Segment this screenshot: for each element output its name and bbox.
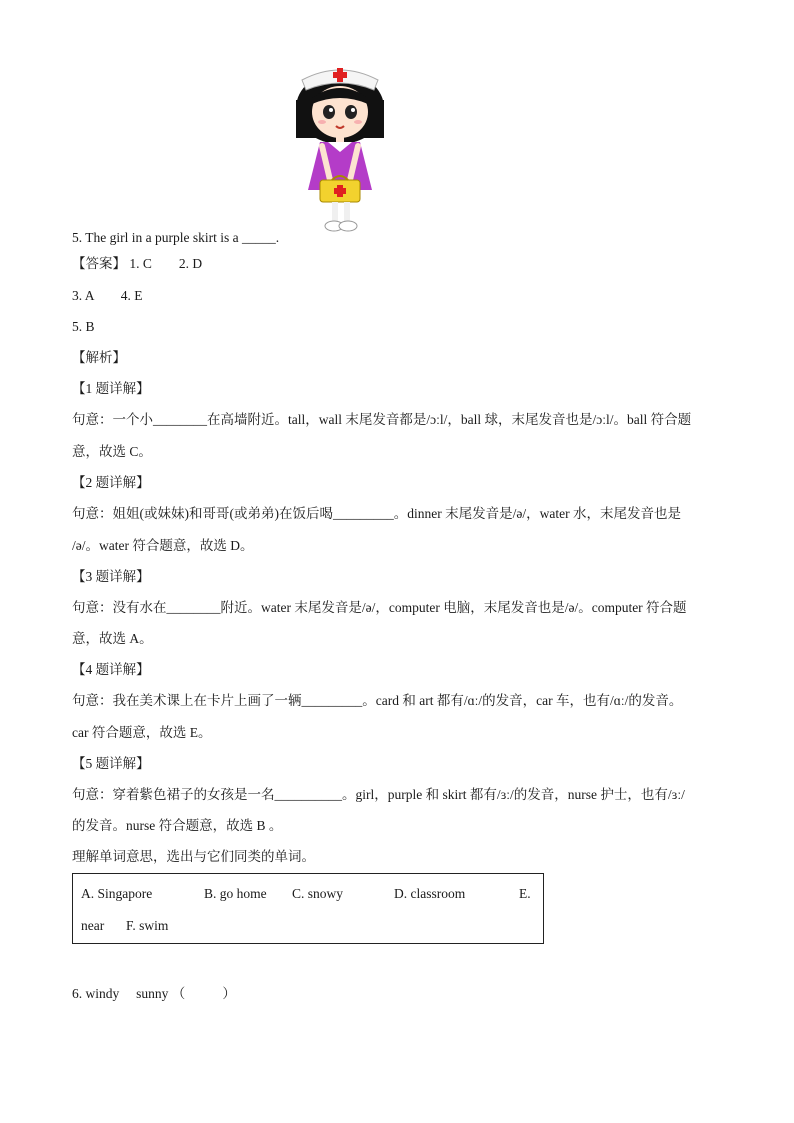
- section-1-title: 【1 题详解】: [72, 381, 150, 396]
- analysis-label: 【解析】: [72, 350, 126, 365]
- answer-label: 【答案】: [72, 256, 126, 271]
- section-2-line-1: 句意：姐姐(或妹妹)和哥哥(或弟弟)在饭后喝_________。dinner 末尾发音是/ə/，water 水，末尾发音也是: [72, 506, 681, 521]
- answer-row-2: 3. A 4. E: [72, 288, 143, 303]
- answer-row-3: 5. B: [72, 319, 95, 334]
- option-b: B. go home: [204, 886, 267, 901]
- section-5-line-1: 句意：穿着紫色裙子的女孩是一名__________。girl，purple 和 skirt 都有/ɜː/的发音，nurse 护士，也有/ɜː/: [72, 787, 685, 802]
- option-f: F. swim: [126, 918, 169, 933]
- section-3-line-1: 句意：没有水在________附近。water 末尾发音是/ə/，computer 电脑，末尾发音也是/ə/。computer 符合题: [72, 600, 687, 615]
- section-4-line-1: 句意：我在美术课上在卡片上画了一辆_________。card 和 art 都有/ɑː/的发音，car 车，也有/ɑː/的发音。: [72, 693, 683, 708]
- section-1-line-2: 意，故选 C。: [72, 444, 152, 459]
- answer-values-1: 1. C 2. D: [129, 256, 203, 271]
- option-e-label: E.: [519, 886, 531, 901]
- option-e-word: near: [81, 918, 105, 933]
- section-5-title: 【5 题详解】: [72, 756, 150, 771]
- question-6: 6. windy sunny （ ）: [72, 986, 236, 1001]
- section-4-title: 【4 题详解】: [72, 662, 150, 677]
- answer-row-1: [72, 255, 202, 273]
- section-2-title: 【2 题详解】: [72, 475, 150, 490]
- section-2-line-2: /ə/。water 符合题意，故选 D。: [72, 538, 254, 553]
- section-3-title: 【3 题详解】: [72, 569, 150, 584]
- option-d: D. classroom: [394, 886, 466, 901]
- options-box: [72, 873, 544, 944]
- section-3-line-2: 意，故选 A。: [72, 631, 153, 646]
- section-5-line-2: 的发音。nurse 符合题意，故选 B 。: [72, 818, 283, 833]
- nurse-illustration: [290, 60, 390, 240]
- question-5: 5. The girl in a purple skirt is a _____.: [72, 230, 280, 245]
- option-a: A. Singapore: [81, 886, 153, 901]
- section-4-line-2: car 符合题意，故选 E。: [72, 725, 212, 740]
- option-c: C. snowy: [292, 886, 344, 901]
- instruction: 理解单词意思，选出与它们同类的单词。: [72, 849, 315, 864]
- section-1-line-1: 句意：一个小________在高墙附近。tall，wall 末尾发音都是/ɔːl/，ball 球，末尾发音也是/ɔːl/。ball 符合题: [72, 412, 692, 427]
